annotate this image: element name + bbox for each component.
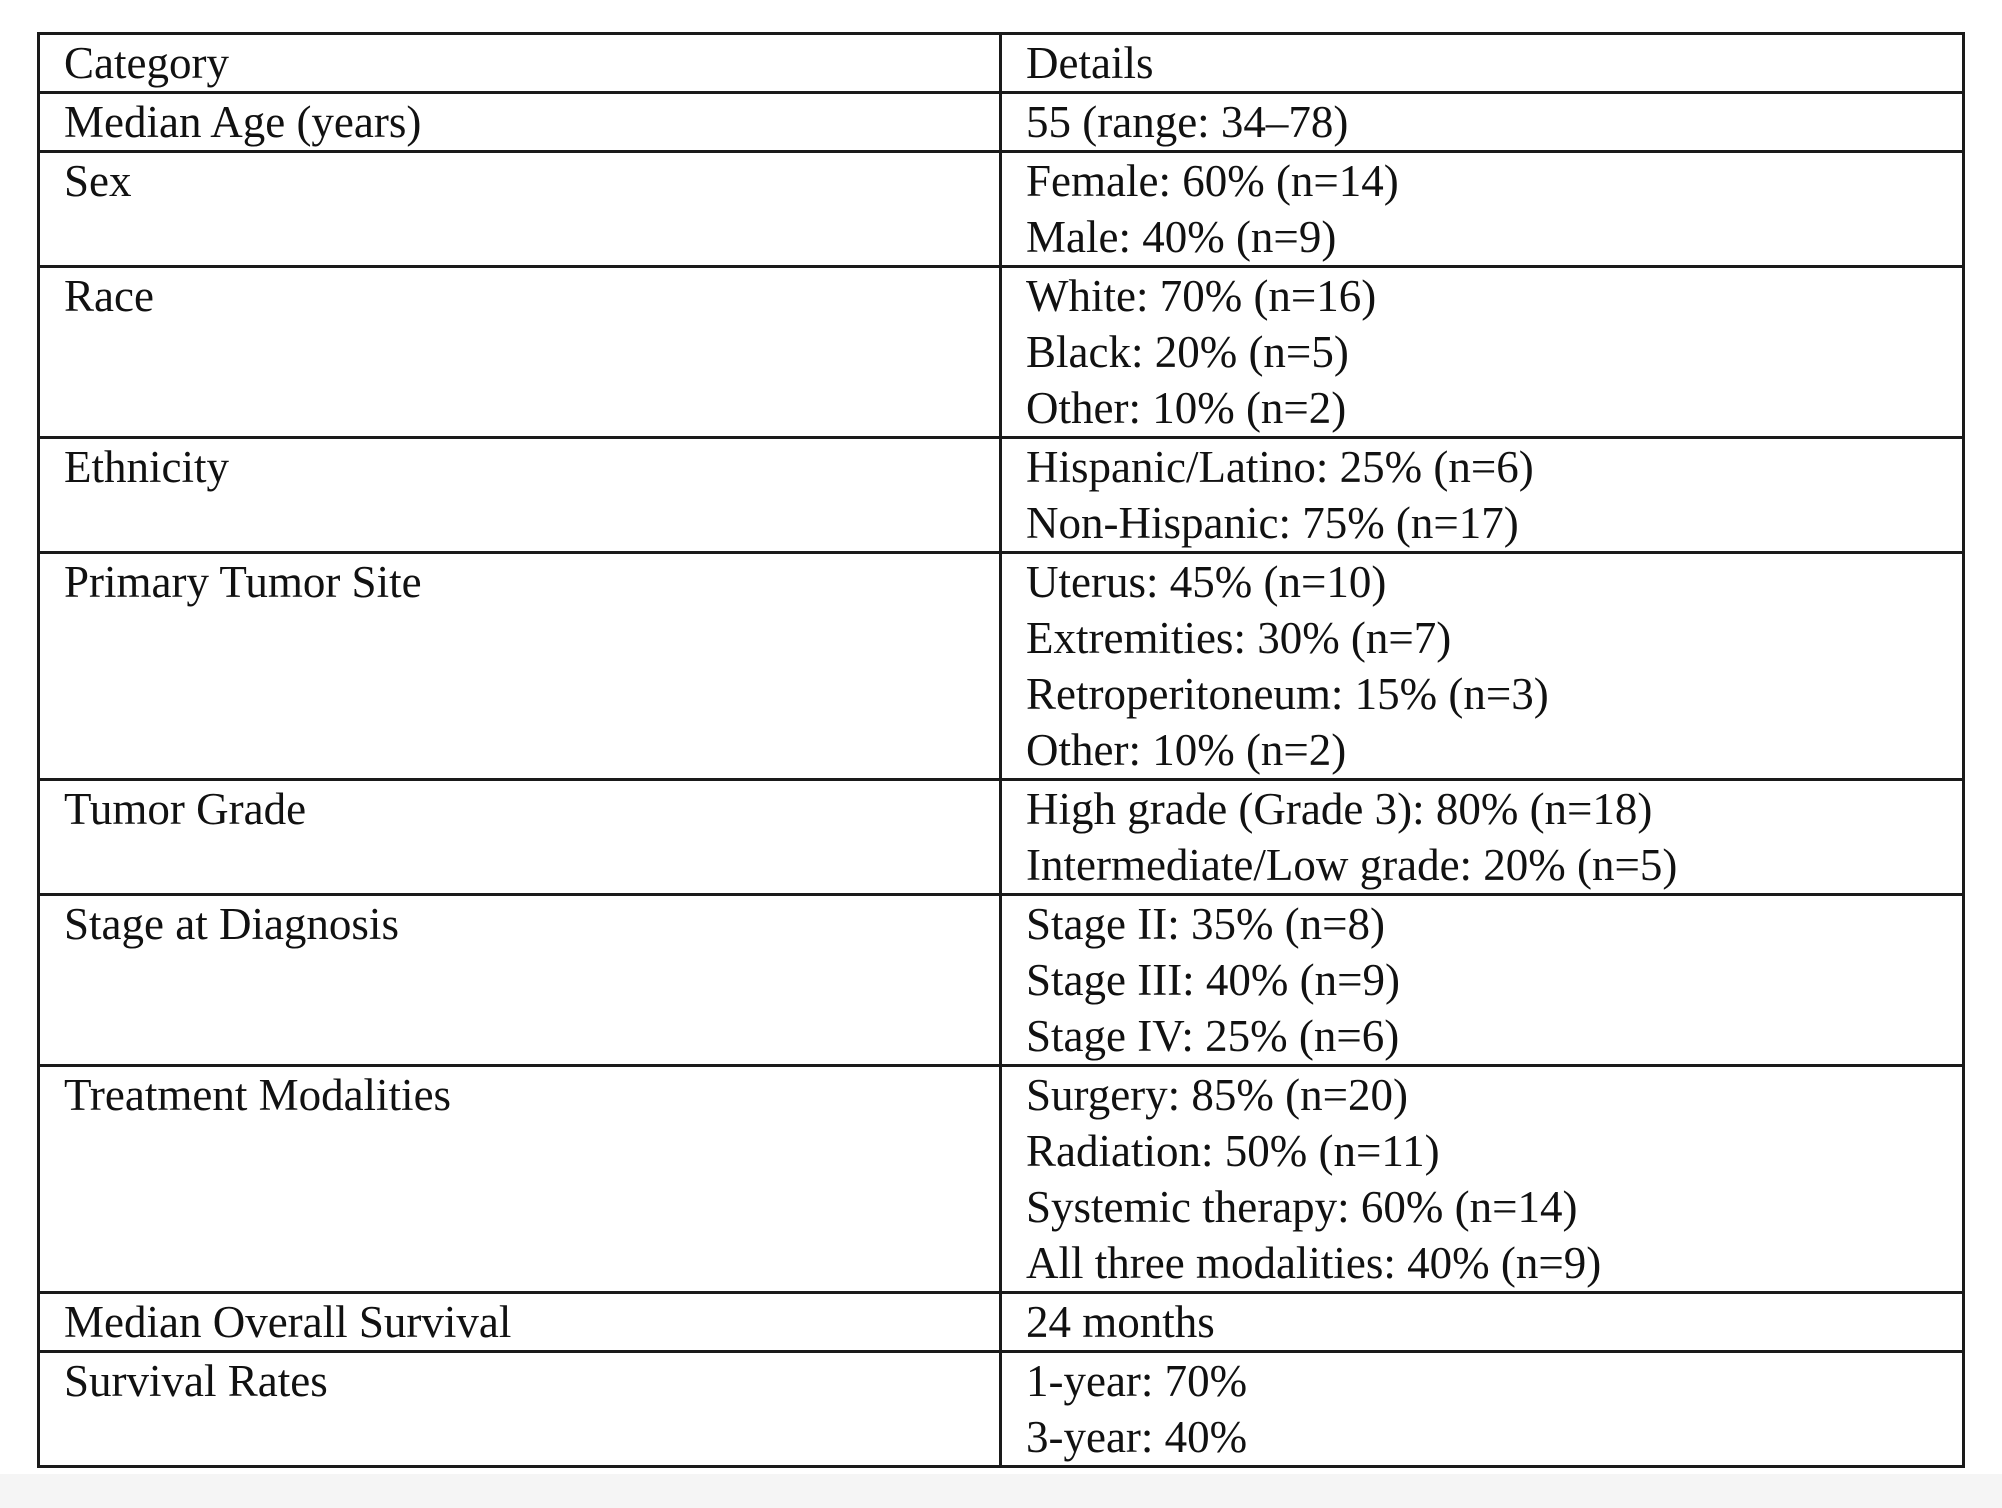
detail-line: Radiation: 50% (n=11) — [1026, 1126, 1440, 1176]
data-table — [37, 32, 1965, 1468]
category-cell: Median Overall Survival — [39, 1293, 1001, 1352]
detail-line: Retroperitoneum: 15% (n=3) — [1026, 669, 1549, 719]
category-cell: Survival Rates — [39, 1352, 1001, 1467]
details-cell — [1001, 895, 1964, 1066]
table-row — [39, 267, 1964, 438]
detail-line: Systemic therapy: 60% (n=14) — [1026, 1182, 1578, 1232]
detail-line: Uterus: 45% (n=10) — [1026, 557, 1387, 607]
details-cell — [1001, 267, 1964, 438]
table-row — [39, 553, 1964, 780]
detail-line: Intermediate/Low grade: 20% (n=5) — [1026, 840, 1678, 890]
details-cell — [1001, 152, 1964, 267]
detail-line: 1-year: 70% — [1026, 1356, 1248, 1406]
detail-line: 3-year: 40% — [1026, 1412, 1248, 1462]
table-row — [39, 93, 1964, 152]
table-row — [39, 780, 1964, 895]
detail-line: All three modalities: 40% (n=9) — [1026, 1238, 1602, 1288]
detail-line: Male: 40% (n=9) — [1026, 212, 1337, 262]
category-cell: Sex — [39, 152, 1001, 267]
details-cell — [1001, 1352, 1964, 1467]
category-cell: Primary Tumor Site — [39, 553, 1001, 780]
table-row — [39, 895, 1964, 1066]
category-cell: Ethnicity — [39, 438, 1001, 553]
details-cell — [1001, 780, 1964, 895]
category-cell: Median Age (years) — [39, 93, 1001, 152]
table-row — [39, 152, 1964, 267]
detail-line: Other: 10% (n=2) — [1026, 383, 1347, 433]
page-bottom-strip — [0, 1474, 2002, 1508]
header-category: Category — [39, 34, 1001, 93]
detail-line: White: 70% (n=16) — [1026, 271, 1377, 321]
header-details: Details — [1001, 34, 1964, 93]
detail-line: Stage II: 35% (n=8) — [1026, 899, 1386, 949]
details-cell — [1001, 1066, 1964, 1293]
table-body — [39, 93, 1964, 1467]
detail-line: Black: 20% (n=5) — [1026, 327, 1349, 377]
detail-line: Other: 10% (n=2) — [1026, 725, 1347, 775]
table-row — [39, 438, 1964, 553]
table-row — [39, 1352, 1964, 1467]
details-cell — [1001, 1293, 1964, 1352]
detail-line: Non-Hispanic: 75% (n=17) — [1026, 498, 1519, 548]
table-row — [39, 1293, 1964, 1352]
table-row — [39, 1066, 1964, 1293]
detail-line: Surgery: 85% (n=20) — [1026, 1070, 1408, 1120]
category-cell: Stage at Diagnosis — [39, 895, 1001, 1066]
detail-line: 24 months — [1026, 1297, 1215, 1347]
details-cell — [1001, 93, 1964, 152]
detail-line: Hispanic/Latino: 25% (n=6) — [1026, 442, 1534, 492]
detail-line: Stage III: 40% (n=9) — [1026, 955, 1401, 1005]
table-header-row — [39, 34, 1964, 93]
category-cell: Treatment Modalities — [39, 1066, 1001, 1293]
detail-line: Female: 60% (n=14) — [1026, 156, 1399, 206]
detail-line: Extremities: 30% (n=7) — [1026, 613, 1452, 663]
category-cell: Race — [39, 267, 1001, 438]
detail-line: Stage IV: 25% (n=6) — [1026, 1011, 1400, 1061]
category-cell: Tumor Grade — [39, 780, 1001, 895]
details-cell — [1001, 553, 1964, 780]
details-cell — [1001, 438, 1964, 553]
detail-line: 55 (range: 34–78) — [1026, 97, 1349, 147]
detail-line: High grade (Grade 3): 80% (n=18) — [1026, 784, 1653, 834]
